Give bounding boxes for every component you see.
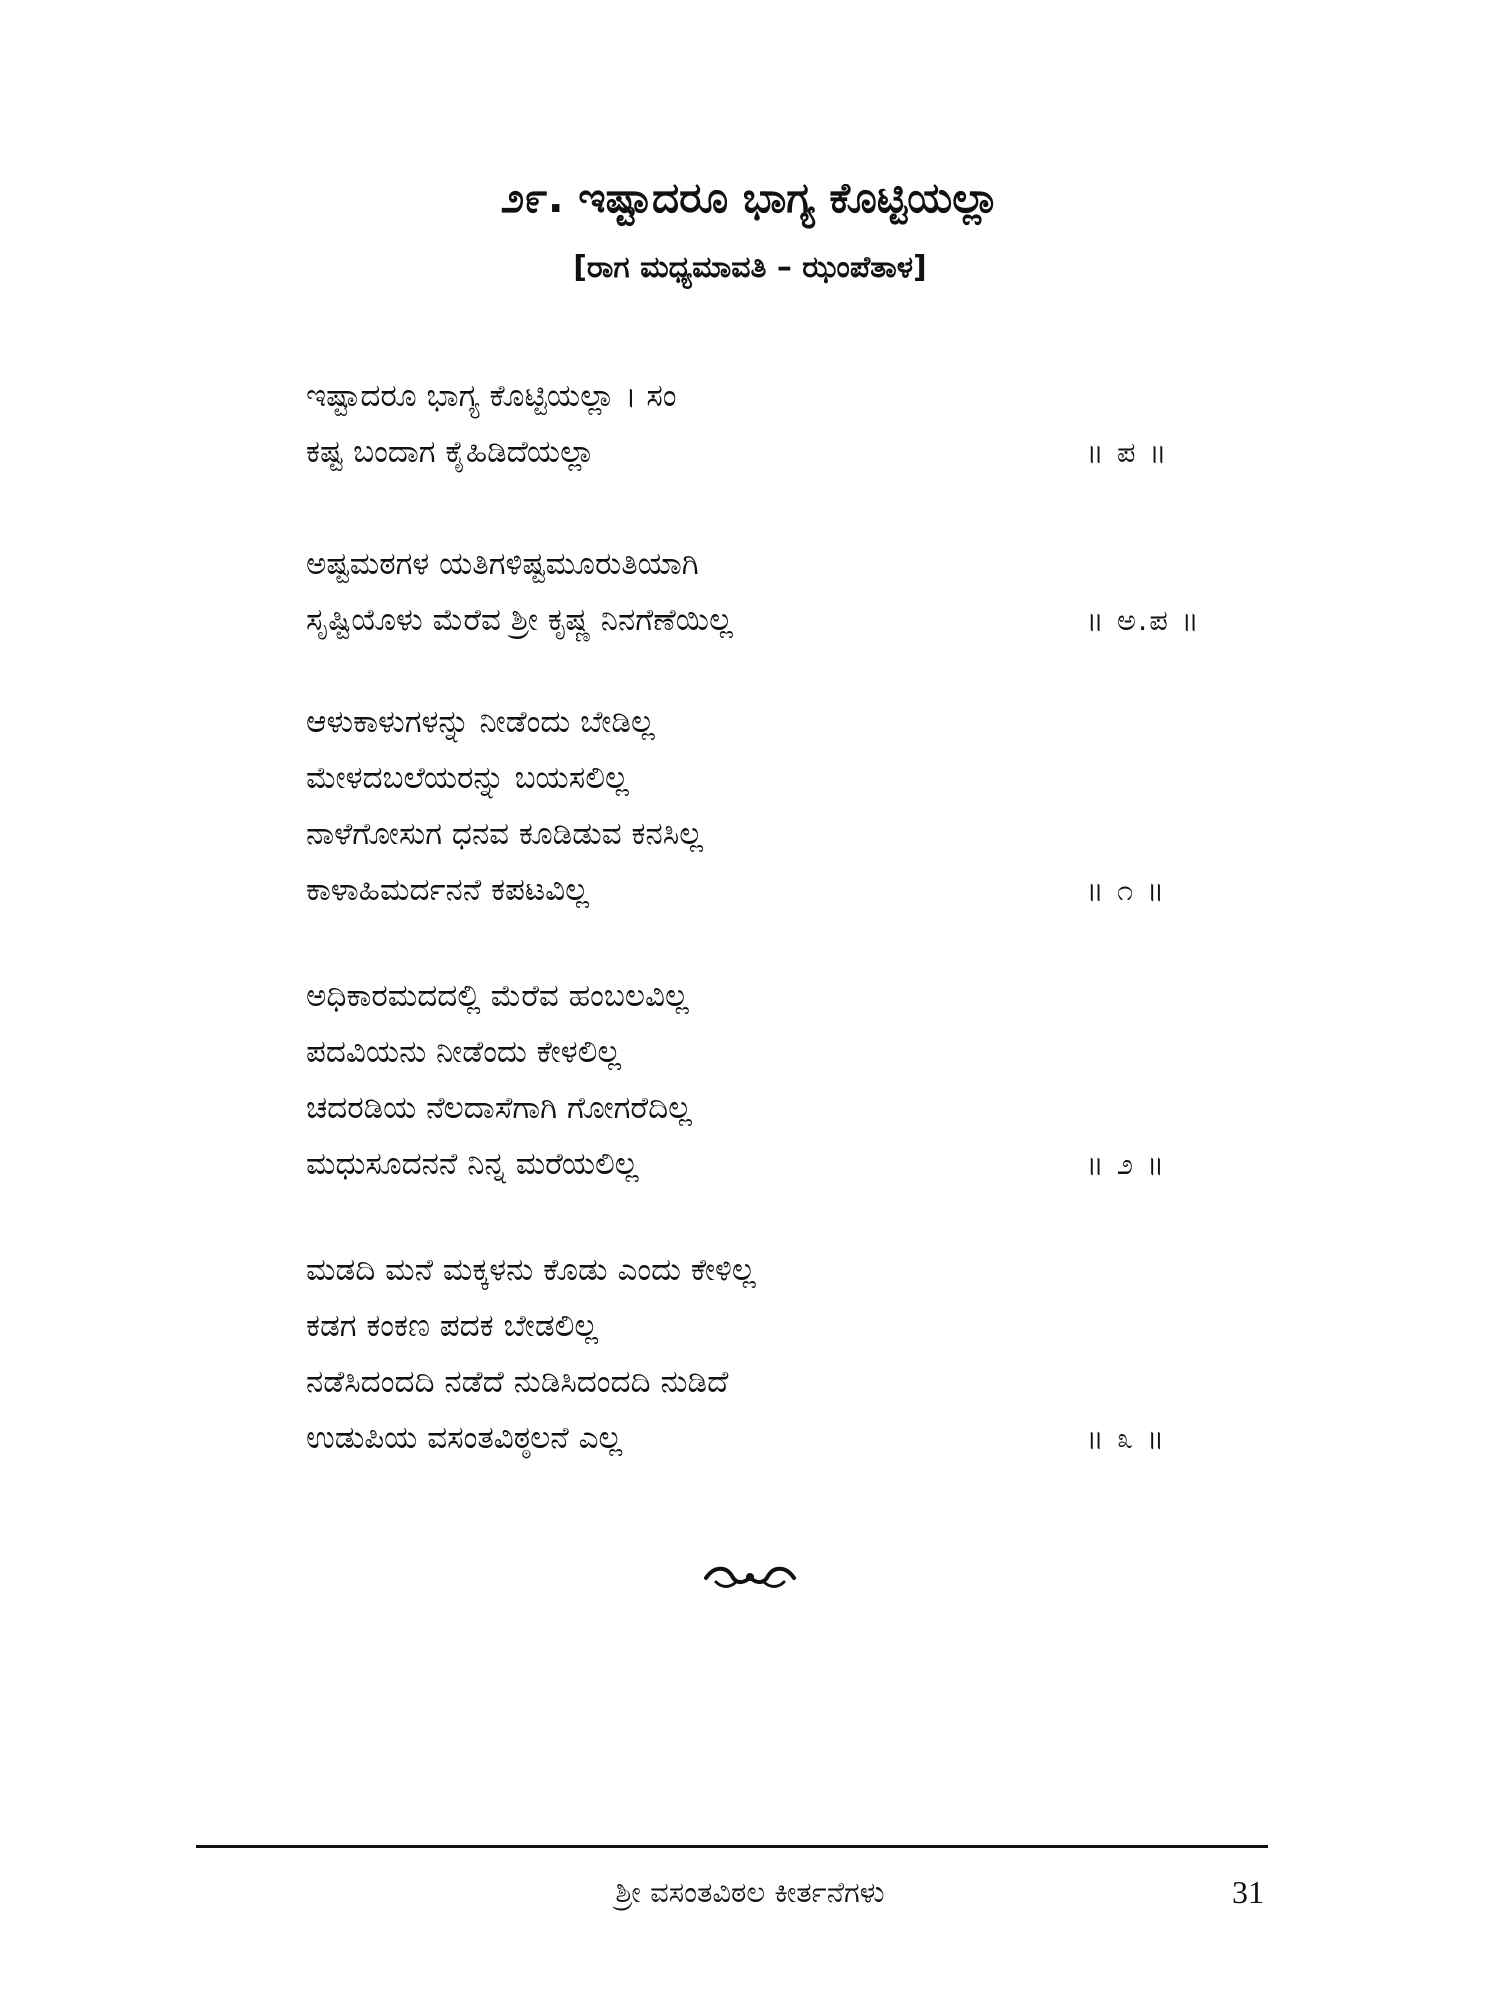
line-text: ಚದರಡಿಯ ನೆಲದಾಸೆಗಾಗಿ ಗೋಗರೆದಿಲ್ಲ: [306, 1090, 692, 1126]
stanza-line: [306, 1298, 1256, 1354]
song-title: ೨೯. ಇಷ್ಟಾದರೂ ಭಾಗ್ಯ ಕೊಟ್ಟಿಯಲ್ಲಾ: [500, 173, 1000, 222]
line-text: ಮೇಳದಬಲೆಯರನ್ನು ಬಯಸಲಿಲ್ಲ: [306, 760, 629, 796]
footer-rule: [196, 1845, 1268, 1848]
line-text: ಆಳುಕಾಳುಗಳನ್ನು ನೀಡೆಂದು ಬೇಡಿಲ್ಲ: [306, 704, 655, 740]
stanza-line: [306, 424, 1256, 480]
stanza-line: [306, 1024, 1256, 1080]
stanza-line: [306, 1080, 1256, 1136]
line-text: ಮಧುಸೂದನನೆ ನಿನ್ನ ಮರೆಯಲಿಲ್ಲ: [306, 1146, 639, 1182]
page-number: 31: [1232, 1874, 1264, 1910]
line-text: ಅಧಿಕಾರಮದದಲ್ಲಿ ಮೆರೆವ ಹಂಬಲವಿಲ್ಲ: [306, 978, 689, 1014]
verse-marker: ॥ ೨ ॥: [1086, 1147, 1167, 1181]
verse-marker: ॥ ಅ.ಪ ॥: [1086, 603, 1201, 637]
stanza-line: [306, 536, 1256, 592]
line-text: ನಡೆಸಿದಂದದಿ ನಡೆದೆ ನುಡಿಸಿದಂದದಿ ನುಡಿದೆ: [306, 1364, 729, 1400]
stanza-line: [306, 592, 1256, 648]
footer-book-title: ಶ್ರೀ ವಸಂತವಿಠಲ ಕೀರ್ತನೆಗಳು: [615, 1875, 885, 1909]
verse-marker: ॥ ೩ ॥: [1086, 1421, 1167, 1455]
stanza-line: [306, 1354, 1256, 1410]
stanza-2: [306, 968, 1256, 1192]
stanza-line: [306, 1136, 1256, 1192]
flourish-icon: [702, 1562, 798, 1592]
stanza-line: [306, 806, 1256, 862]
stanza-line: [306, 862, 1256, 918]
line-text: ನಾಳೆಗೋಸುಗ ಧನವ ಕೂಡಿಡುವ ಕನಸಿಲ್ಲ: [306, 816, 703, 852]
stanza-1: [306, 694, 1256, 918]
line-text: ಉಡುಪಿಯ ವಸಂತವಿಠ್ಠಲನೆ ಎಲ್ಲ: [306, 1420, 623, 1456]
stanza-pallavi: [306, 368, 1256, 480]
line-text: ಇಷ್ಟಾದರೂ ಭಾಗ್ಯ ಕೊಟ್ಟಿಯಲ್ಲಾ । ಸಂ: [306, 378, 677, 414]
line-text: ಅಷ್ಟಮಠಗಳ ಯತಿಗಳಿಷ್ಟಮೂರುತಿಯಾಗಿ: [306, 546, 699, 582]
stanza-line: [306, 1410, 1256, 1466]
line-text: ಮಡದಿ ಮನೆ ಮಕ್ಕಳನು ಕೊಡು ಎಂದು ಕೇಳಿಲ್ಲ: [306, 1252, 756, 1288]
line-text: ಸೃಷ್ಟಿಯೊಳು ಮೆರೆವ ಶ್ರೀ ಕೃಷ್ಣ ನಿನಗೆಣೆಯಿಲ್ಲ: [306, 602, 733, 638]
stanza-line: [306, 694, 1256, 750]
stanza-line: [306, 368, 1256, 424]
stanza-line: [306, 1242, 1256, 1298]
raga-tala-subtitle: [ರಾಗ ಮಧ್ಯಮಾವತಿ – ಝಂಪೆತಾಳ]: [573, 250, 927, 285]
line-text: ಕಡಗ ಕಂಕಣ ಪದಕ ಬೇಡಲಿಲ್ಲ: [306, 1308, 599, 1344]
line-text: ಪದವಿಯನು ನೀಡೆಂದು ಕೇಳಲಿಲ್ಲ: [306, 1034, 622, 1070]
line-text: ಕಷ್ಟ ಬಂದಾಗ ಕೈಹಿಡಿದೆಯಲ್ಲಾ: [306, 434, 595, 470]
verse-marker: ॥ ೧ ॥: [1086, 873, 1167, 907]
stanza-line: [306, 968, 1256, 1024]
stanza-line: [306, 750, 1256, 806]
stanza-anupallavi: [306, 536, 1256, 648]
line-text: ಕಾಳಾಹಿಮರ್ದನನೆ ಕಪಟವಿಲ್ಲ: [306, 872, 589, 908]
verse-marker: ॥ ಪ ॥: [1086, 435, 1169, 469]
stanza-3: [306, 1242, 1256, 1466]
ornament-divider: [0, 1562, 1500, 1596]
